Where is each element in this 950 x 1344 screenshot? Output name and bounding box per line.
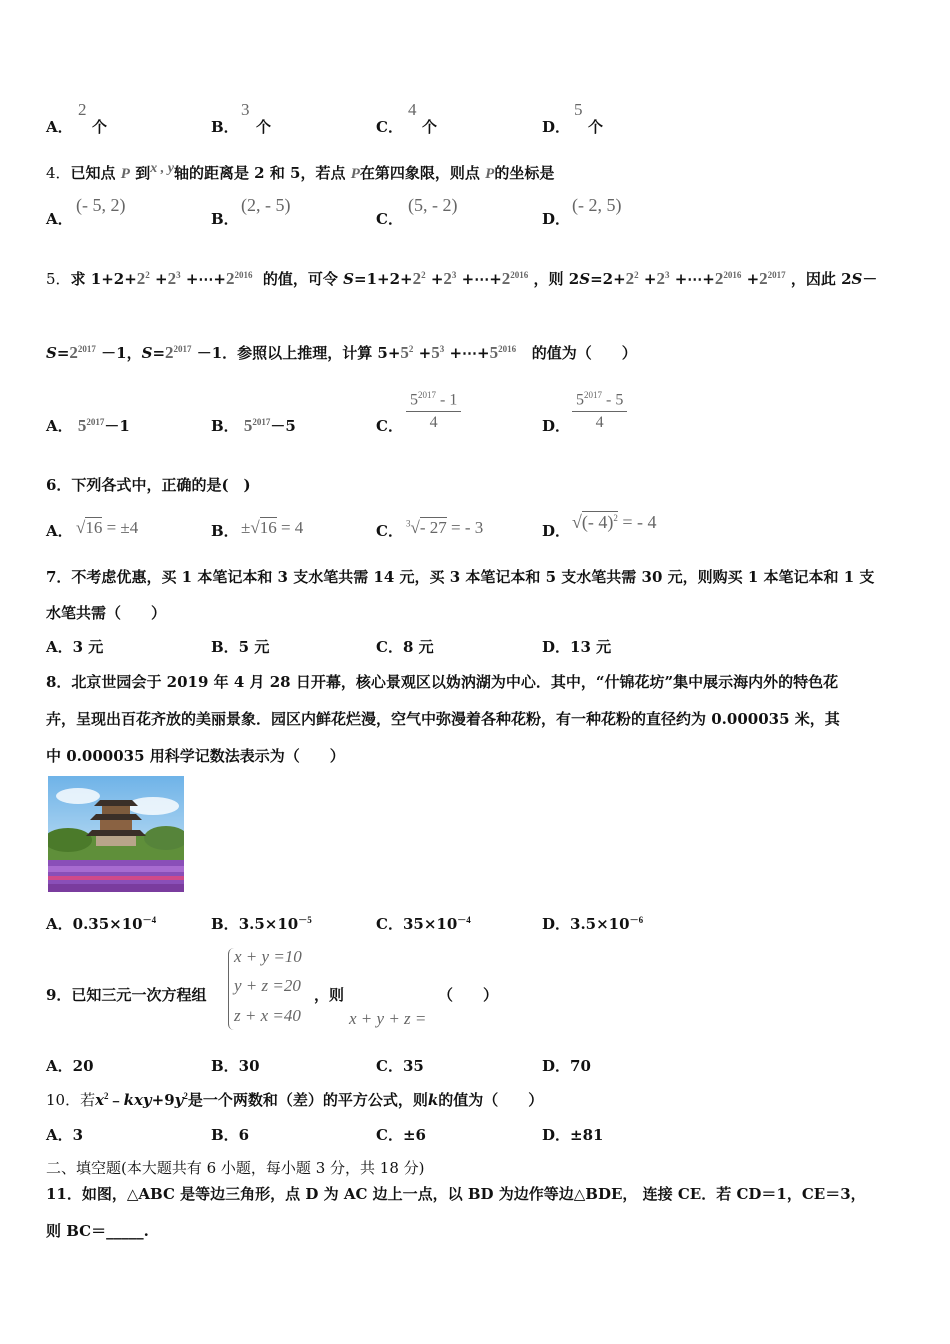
q5-option-c: C． <box>376 417 403 435</box>
q6-option-c-expr: $^3$√- 27 = - 3 <box>406 518 484 537</box>
q11-line-1: 11．如图，△ABC 是等边三角形，点 D 为 AC 边上一点，以 BD 为边作等边△BDE， 连接 CE．若 CD＝1，CE＝3， <box>46 1185 866 1203</box>
q4-option-a: A． <box>46 210 73 228</box>
section-2-heading: 二、填空题(本大题共有 6 小题，每小题 3 分，共 18 分) <box>46 1159 425 1177</box>
q9-equation-3: z + x =40 <box>234 1006 301 1025</box>
q9-equation-2: y + z =20 <box>234 976 301 995</box>
q4-stem: 4．已知点 P 到x , y轴的距离是 2 和 5，若点 P在第四象限，则点 P的坐标是 <box>46 161 555 182</box>
q3-option-b: B． <box>211 118 239 136</box>
q5-line-2: $S=2^{2017} -1$，$S=2^{2017} -1$．参照以上推理，计算 $5+5^2 +5^3$ $+\cdots+5^{2016}$ 的值为（ ） <box>46 343 637 362</box>
q4-option-d: D． <box>542 210 571 228</box>
q6-option-d: D． <box>542 522 571 540</box>
q7-option-d: D．13 元 <box>542 638 612 656</box>
q3-option-a-unit: 个 <box>92 118 108 136</box>
q6-option-d-expr: √(- 4)$^2$ = - 4 <box>572 512 657 532</box>
q10-option-a: A．3 <box>46 1126 84 1144</box>
q8-option-b: B．$3.5\times 10^{-5}$ <box>211 915 312 933</box>
q9-stem: 9．已知三元一次方程组 <box>46 986 207 1004</box>
q9-equation-1: x + y =10 <box>234 947 302 966</box>
pavilion-illustration <box>48 776 184 892</box>
q5-option-c-fraction: $\frac{5^{2017} - 1}{4}$ <box>406 390 461 432</box>
q6-option-a: A． <box>46 522 73 540</box>
q10-option-b: B．6 <box>211 1126 250 1144</box>
q9-expression: x + y + z = <box>349 1009 427 1028</box>
q4-option-b-value: (2, - 5) <box>241 195 291 215</box>
q3-option-a: A． <box>46 118 73 136</box>
q6-option-b-expr: ±√16 = 4 <box>241 518 304 537</box>
q7-option-a: A．3 元 <box>46 638 104 656</box>
q5-option-d-fraction: $\frac{5^{2017} - 5}{4}$ <box>572 390 627 432</box>
q9-option-a: A．20 <box>46 1057 94 1075</box>
q8-option-d: D．$3.5\times 10^{-6}$ <box>542 915 644 933</box>
q5-option-d: D． <box>542 417 571 435</box>
q3-option-a-value: 2 <box>78 100 87 119</box>
q8-line-1: 8．北京世园会于 2019 年 4 月 28 日开幕，核心景观区以妫汭湖为中心．其中，“什锦花坊”集中展示海内外的特色花 <box>46 673 839 691</box>
q6-stem: 6．下列各式中，正确的是( ) <box>46 476 251 494</box>
garden-pavilion-photo <box>48 776 184 892</box>
q6-option-b: B． <box>211 522 239 540</box>
q8-option-a: A．$0.35\times 10^{-4}$ <box>46 915 157 933</box>
q8-line-3: 中 0.000035 用科学记数法表示为（ ） <box>46 747 345 765</box>
q3-option-c: C． <box>376 118 403 136</box>
q8-line-2: 卉，呈现出百花齐放的美丽景象．园区内鲜花烂漫，空气中弥漫着各种花粉，有一种花粉的直径约为 0.000035 米，其 <box>46 710 840 728</box>
q9-then: ，则 <box>314 986 345 1004</box>
q4-option-b: B． <box>211 210 239 228</box>
q3-option-c-unit: 个 <box>422 118 438 136</box>
q7-line-2: 水笔共需（ ） <box>46 604 167 622</box>
q6-option-c: C． <box>376 522 403 540</box>
q5-option-b: B． $5^{2017}-5$ <box>211 416 296 435</box>
q7-option-c: C．8 元 <box>376 638 434 656</box>
q4-option-c-value: (5, - 2) <box>408 195 458 215</box>
q9-option-b: B．30 <box>211 1057 260 1075</box>
q7-option-b: B．5 元 <box>211 638 270 656</box>
q8-option-c: C．$35\times 10^{-4}$ <box>376 915 471 933</box>
q5-option-a: A． $5^{2017}-1$ <box>46 416 130 435</box>
q9-option-c: C．35 <box>376 1057 424 1075</box>
q3-option-d-unit: 个 <box>588 118 604 136</box>
q4-option-a-value: (- 5, 2) <box>76 195 126 215</box>
q6-option-a-expr: √16 = ±4 <box>76 518 139 537</box>
q3-option-c-value: 4 <box>408 100 417 119</box>
q4-option-d-value: (- 2, 5) <box>572 195 622 215</box>
q9-answer-paren: （ ） <box>438 986 499 1004</box>
q9-option-d: D．70 <box>542 1057 591 1075</box>
q3-option-b-value: 3 <box>241 100 250 119</box>
q10-stem: 10．若$x^2﹣kxy+9y^2$是一个两数和（差）的平方公式，则k的值为（ ） <box>46 1091 544 1109</box>
q3-option-b-unit: 个 <box>256 118 272 136</box>
q3-option-d-value: 5 <box>574 100 583 119</box>
q4-option-c: C． <box>376 210 403 228</box>
q7-line-1: 7．不考虑优惠，买 1 本笔记本和 3 支水笔共需 14 元，买 3 本笔记本和 5 支水笔共需 30 元，则购买 1 本笔记本和 1 支 <box>46 568 875 586</box>
q10-option-c: C．±6 <box>376 1126 426 1144</box>
q5-line-1: 5．求 $1+2+2^2 +2^3$ $+\cdots+2^{2016}$ 的值，可令 $S=1+2+2^2 +2^3$ $+\cdots+2^{2016}$ ，则 $2S=2+2^2 +2^3$ $+\cdots+2^{2016} +2^{2017}$ ，因此 2S－ <box>46 269 878 288</box>
q11-line-2: 则 BC＝_____. <box>46 1222 149 1240</box>
q10-option-d: D．±81 <box>542 1126 604 1144</box>
q3-option-d: D． <box>542 118 571 136</box>
